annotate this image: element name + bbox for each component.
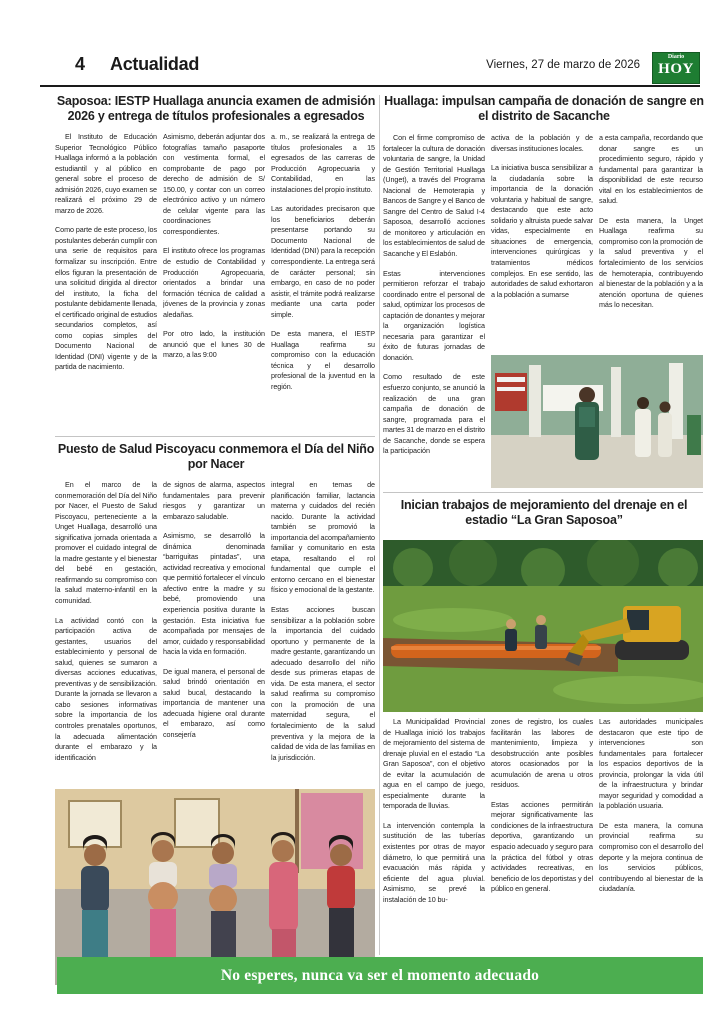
paragraph: a. m., se realizará la entrega de títulos profesionales a 15 egresados de las carreras de Producción Agropecuaria y Contabilidad, en las instalaciones del propio instituto. [271, 132, 375, 194]
paragraph: En el marco de la conmemoración del Día del Niño por Nacer, el Puesto de Salud Piscoyacu, perteneciente a la Unget Huallaga, desarrolló una significativa jornada orientada a promover el cuidado integral de la madre gestante y el bienestar del bebé en gestación, reafirmando su compromiso con la salud materno-infantil en la comunidad. [55, 480, 157, 606]
right-separator-rule [383, 492, 703, 493]
article-drainage-col2 [491, 717, 593, 985]
article-blood-col2 [491, 133, 593, 351]
paragraph: El Instituto de Educación Superior Tecnológico Público Huallaga informó a la población estudiantil y al público en general sobre el proceso de admisión 2026, cuyo examen se realizará el próximo 29 de marzo de 2026. [55, 132, 157, 215]
paragraph: Asimismo, se desarrolló la dinámica denominada “barriguitas pintadas”, una actividad recreativa y emocional que permitió fortalecer el vínculo afectivo entre la madre y su bebé, promoviendo una experiencia positiva durante la gestación. Esta iniciativa fue acompañada por mensajes de amor, cuidado y responsabilidad hacia la vida en formación. [163, 531, 265, 657]
article-piscoyacu-col3 [271, 480, 375, 786]
paragraph: a esta campaña, recordando que donar sangre es un procedimiento seguro, rápido y fundamental para garantizar la disponibilidad de este recurso vital en los establecimientos de salud. [599, 133, 703, 206]
diario-hoy-logo [652, 52, 700, 84]
paragraph: Estas intervenciones permitieron reforzar el trabajo coordinado entre el personal de salud, optimizar los procesos de captación de donantes y mejorar la organización logística necesaria para garantizar el éxito de futuras jornadas de donación. [383, 268, 485, 362]
headline-blood: Huallaga: impulsan campaña de donación de sangre en el distrito de Sacanche [384, 94, 704, 123]
paragraph: zones de registro, los cuales facilitarán las labores de mantenimiento, limpieza y desobstrucción ante posibles atoros ocasionados por la acumulación de arena u otros residuos. [491, 717, 593, 790]
logo-top-text: Diario [667, 54, 685, 60]
headline-drainage: Inician trabajos de mejoramiento del drenaje en el estadio “La Gran Saposoa” [400, 498, 688, 527]
headline-admission: Saposoa: IESTP Huallaga anuncia examen de admisión 2026 y entrega de títulos profesionales a egresados [56, 94, 376, 123]
paragraph: integral en temas de planificación familiar, lactancia materna y cuidados del recién nacido. Durante la actividad también se promovió la importancia del acompañamiento familiar y comunitario en esta etapa, resaltando el rol fundamental que cumple el entorno cercano en el bienestar físico y emocional de la gestante. [271, 480, 375, 595]
paragraph: Asimismo, deberán adjuntar dos fotografías tamaño pasaporte con vestimenta formal, el comprobante de pago por derecho de admisión de S/ 150.00, y contar con un correo electrónico activo y un número de celular vigente para las coordinaciones correspondientes. [163, 132, 265, 236]
paragraph: La intervención contempla la sustitución de las tuberías existentes por otras de mayor diámetro, lo que permitirá una evacuación más rápida y eficiente del agua pluvial. Asimismo, se prevé la instalación de 10 bu- [383, 820, 485, 904]
article-blood-col1 [383, 133, 485, 491]
paragraph: El instituto ofrece los programas de estudio de Contabilidad y Producción Agropecuaria, orientados a brindar una formación técnica de calidad a jóvenes de la provincia y zonas aledañas. [163, 246, 265, 319]
photo-pregnant-women [55, 789, 375, 985]
article-piscoyacu-col2 [163, 480, 265, 786]
bottom-banner [57, 957, 703, 994]
banner-text: No esperes, nunca va ser el momento adecuado [220, 966, 540, 984]
paragraph: de signos de alarma, aspectos fundamentales para prevenir riesgos y garantizar un embarazo saludable. [163, 480, 265, 521]
article-drainage-col1 [383, 717, 485, 985]
paragraph: Como resultado de este esfuerzo conjunto, se anunció la realización de una gran campaña de donación de sangre, programada para el martes 31 de marzo en el distrito de Sacanche, donde se espera la participación [383, 372, 485, 456]
paragraph: Con el firme compromiso de fortalecer la cultura de donación voluntaria de sangre, la Unidad de Gestión Territorial Huallaga (Unget), a través del Programa Nacional de Hemoterapia y Bancos de Sangre y el Banco de Sangre del Centro de Salud I-4 Saposoa, desarrolló acciones de monitoreo y articulación en los establecimientos de salud de Sacanche y El Eslabón. [383, 133, 485, 259]
paragraph: Las autoridades precisaron que los beneficiarios deberán presentarse portando su Documento Nacional de Identidad (DNI) para la recepción correspondiente. La entrega será de carácter personal; sin embargo, en caso de no poder asistir, el trámite podrá realizarse mediante una carta poder simple. [271, 204, 375, 319]
article-blood-col3 [599, 133, 703, 351]
article-piscoyacu-col1 [55, 480, 157, 786]
paragraph: De esta manera, la comuna provincial reafirma su compromiso con el desarrollo del deporte y la mejora continua de los servicios públicos, contribuyendo al bienestar de la ciudadanía. [599, 820, 703, 894]
paragraph: Las autoridades municipales destacaron que este tipo de intervenciones son fundamentales para fortalecer los espacios deportivos de la provincia, prolongar la vida útil de la infraestructura y brindar mayor seguridad y comodidad a la población usuaria. [599, 717, 703, 811]
paragraph: La actividad contó con la participación activa de gestantes, usuarios del establecimiento y personal de salud, quienes se sumaron a diversas acciones educativas, preventivas y de sensibilización. Durante la jornada se llevaron a cabo sesiones informativas sobre la importancia de los controles prenatales oportunos, la adecuada alimentación durante el embarazo y la identificación [55, 615, 157, 762]
paragraph: De esta manera, la Unget Huallaga reafirma su compromiso con la promoción de la salud preventiva y el fortalecimiento de los servicios de hemoterapia, contribuyendo al bienestar de la población y a la atención oportuna de quienes más lo necesitan. [599, 215, 703, 310]
paragraph: De igual manera, el personal de salud brindó orientación en salud bucal, destacando la importancia de mantener una adecuada higiene oral durante el embarazo, así como consejería [163, 666, 265, 740]
date: Viernes, 27 de marzo de 2026 [486, 59, 640, 71]
article-drainage-col3 [599, 717, 703, 985]
paragraph: Como parte de este proceso, los postulantes deberán cumplir con una serie de requisitos para formalizar su inscripción. Entre ellos figuran la presentación de una solicitud dirigida al director del instituto, la ficha del postulante debidamente llenada, el certificado original de estudios secundarios completos, así como copias simples del Documento Nacional de Identidad (DNI) vigente y de la partida de nacimiento. [55, 225, 157, 372]
headline-piscoyacu: Puesto de Salud Piscoyacu conmemora el Día del Niño por Nacer [57, 442, 375, 471]
photo-health-center [491, 355, 703, 488]
logo-main-text: HOY [658, 61, 694, 77]
center-column-rule [379, 95, 380, 955]
paragraph: activa de la población y de diversas instituciones locales. [491, 133, 593, 153]
paragraph: Estas acciones permitirán mejorar significativamente las condiciones de la infraestructura deportiva, garantizando un espacio adecuado y seguro para la práctica del fútbol y otras actividades recreativas, en beneficio de los deportistas y del público en general. [491, 799, 593, 894]
paragraph: Estas acciones buscan sensibilizar a la población sobre la importancia del cuidado oportuno y permanente de la madre gestante, garantizando un adecuado desarrollo del niño desde sus primeras etapas de vida. De esta manera, el sector salud reafirma su compromiso con la promoción de una maternidad segura, el fortalecimiento de la salud preventiva y la mejora de la calidad de vida de las familias en la jurisdicción. [271, 605, 375, 762]
photo-excavator-stadium [383, 540, 703, 712]
article-admission-col1 [55, 132, 157, 432]
paragraph: Por otro lado, la institución anunció que el lunes 30 de marzo, a las 9:00 [163, 329, 265, 360]
article-admission-col3 [271, 132, 375, 432]
paragraph: La iniciativa busca sensibilizar a la ciudadanía sobre la importancia de la donación voluntaria y habitual de sangre, destacando que este acto solidario y altruista puede salvar vidas, especialmente en situaciones de emergencia, intervenciones quirúrgicas y tratamientos médicos complejos. En ese sentido, las autoridades de salud exhortaron a la población a sumarse [491, 163, 593, 299]
section-title: Actualidad [110, 54, 200, 74]
paragraph: De esta manera, el IESTP Huallaga reafirma su compromiso con la educación técnica y el desarrollo profesional de la juventud en la región. [271, 329, 375, 392]
paragraph: La Municipalidad Provincial de Huallaga inició los trabajos de mejoramiento del sistema de drenaje pluvial en el estadio “La Gran Saposoa”, con el objetivo de evitar la acumulación de agua en el campo de juego, especialmente durante la temporada de lluvias. [383, 717, 485, 811]
left-separator-rule [55, 436, 375, 437]
page-number: 4 [75, 54, 86, 74]
article-admission-col2 [163, 132, 265, 432]
header-rule [40, 85, 700, 87]
